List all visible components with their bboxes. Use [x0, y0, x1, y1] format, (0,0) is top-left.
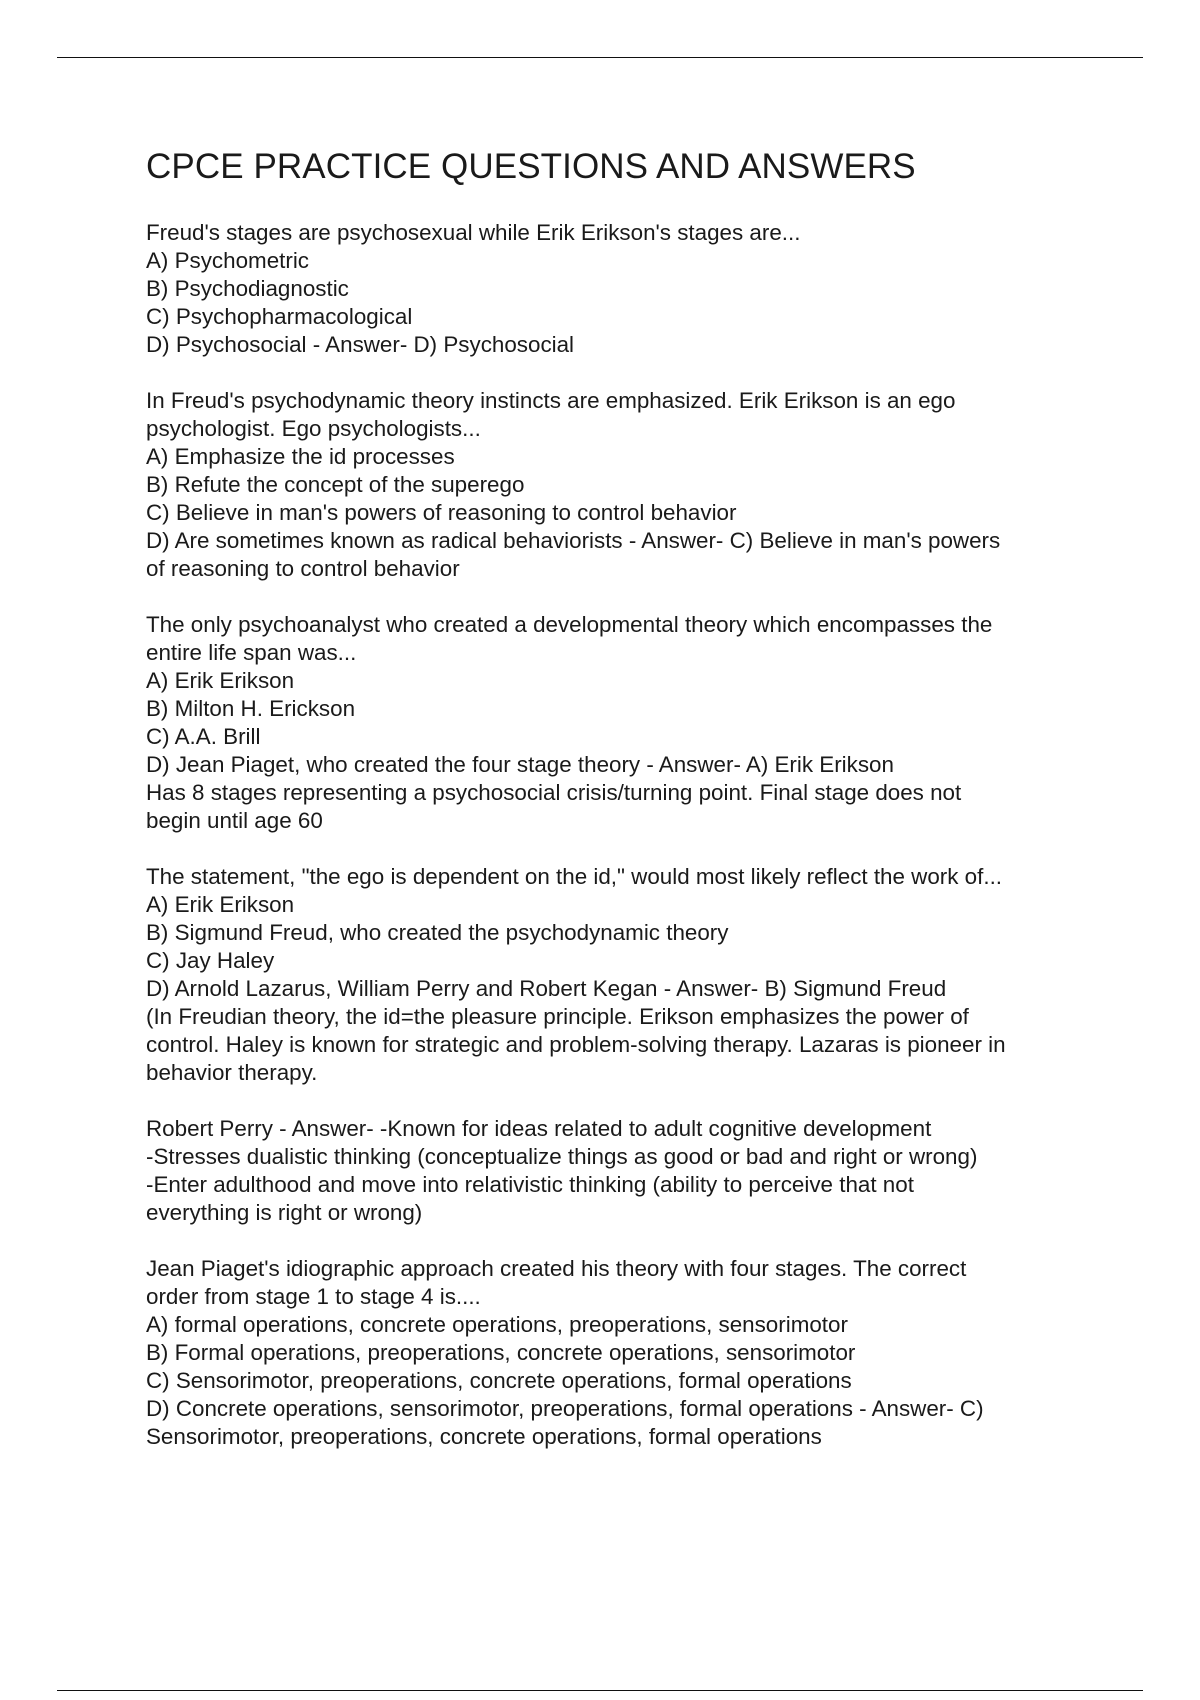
- answer-option: A) Erik Erikson: [146, 668, 295, 693]
- question-block-5: [146, 1115, 1086, 1227]
- explanation-text: behavior therapy.: [146, 1060, 318, 1085]
- answer-option: A) Erik Erikson: [146, 892, 295, 917]
- explanation-text: (In Freudian theory, the id=the pleasure principle. Erikson emphasizes the power of: [146, 1004, 969, 1029]
- question-text: The only psychoanalyst who created a developmental theory which encompasses the: [146, 612, 993, 637]
- question-text: In Freud's psychodynamic theory instincts are emphasized. Erik Erikson is an ego: [146, 388, 956, 413]
- answer-option: D) Are sometimes known as radical behaviorists - Answer- C) Believe in man's powers: [146, 528, 1001, 553]
- question-text: Freud's stages are psychosexual while Erik Erikson's stages are...: [146, 220, 801, 245]
- explanation-text: begin until age 60: [146, 808, 323, 833]
- answer-option: C) Believe in man's powers of reasoning to control behavior: [146, 500, 737, 525]
- question-text: entire life span was...: [146, 640, 357, 665]
- answer-option: C) A.A. Brill: [146, 724, 261, 749]
- answer-option: A) Emphasize the id processes: [146, 444, 455, 469]
- answer-option: C) Psychopharmacological: [146, 304, 413, 329]
- header-divider: [57, 57, 1143, 58]
- explanation-text: -Stresses dualistic thinking (conceptualize things as good or bad and right or wrong): [146, 1144, 978, 1169]
- explanation-text: everything is right or wrong): [146, 1200, 423, 1225]
- question-text: order from stage 1 to stage 4 is....: [146, 1284, 481, 1309]
- answer-text: of reasoning to control behavior: [146, 556, 460, 581]
- question-block-2: [146, 387, 1086, 583]
- question-text: psychologist. Ego psychologists...: [146, 416, 481, 441]
- answer-option: D) Jean Piaget, who created the four stage theory - Answer- A) Erik Erikson: [146, 752, 894, 777]
- answer-option: D) Concrete operations, sensorimotor, preoperations, formal operations - Answer- C): [146, 1396, 984, 1421]
- question-text: Jean Piaget's idiographic approach created his theory with four stages. The correct: [146, 1256, 967, 1281]
- question-text: The statement, "the ego is dependent on the id," would most likely reflect the work of...: [146, 864, 1003, 889]
- answer-option: B) Refute the concept of the superego: [146, 472, 525, 497]
- answer-option: B) Milton H. Erickson: [146, 696, 356, 721]
- question-text: Robert Perry - Answer- -Known for ideas related to adult cognitive development: [146, 1116, 932, 1141]
- answer-option: D) Psychosocial - Answer- D) Psychosocial: [146, 332, 575, 357]
- answer-option: D) Arnold Lazarus, William Perry and Robert Kegan - Answer- B) Sigmund Freud: [146, 976, 947, 1001]
- answer-option: B) Psychodiagnostic: [146, 276, 349, 301]
- answer-option: C) Jay Haley: [146, 948, 275, 973]
- question-block-4: [146, 863, 1086, 1087]
- document-body: [146, 145, 1086, 1479]
- answer-option: A) formal operations, concrete operations, preoperations, sensorimotor: [146, 1312, 848, 1337]
- question-block-6: [146, 1255, 1086, 1451]
- answer-option: A) Psychometric: [146, 248, 309, 273]
- footer-divider: [57, 1690, 1143, 1691]
- question-block-3: [146, 611, 1086, 835]
- answer-option: B) Formal operations, preoperations, concrete operations, sensorimotor: [146, 1340, 856, 1365]
- answer-option: C) Sensorimotor, preoperations, concrete operations, formal operations: [146, 1368, 852, 1393]
- answer-text: Sensorimotor, preoperations, concrete operations, formal operations: [146, 1424, 822, 1449]
- explanation-text: -Enter adulthood and move into relativistic thinking (ability to perceive that not: [146, 1172, 914, 1197]
- question-block-1: [146, 219, 1086, 359]
- document-title: CPCE PRACTICE QUESTIONS AND ANSWERS: [146, 147, 916, 186]
- answer-option: B) Sigmund Freud, who created the psychodynamic theory: [146, 920, 729, 945]
- explanation-text: Has 8 stages representing a psychosocial crisis/turning point. Final stage does not: [146, 780, 962, 805]
- explanation-text: control. Haley is known for strategic and problem-solving therapy. Lazaras is pioneer in: [146, 1032, 1006, 1057]
